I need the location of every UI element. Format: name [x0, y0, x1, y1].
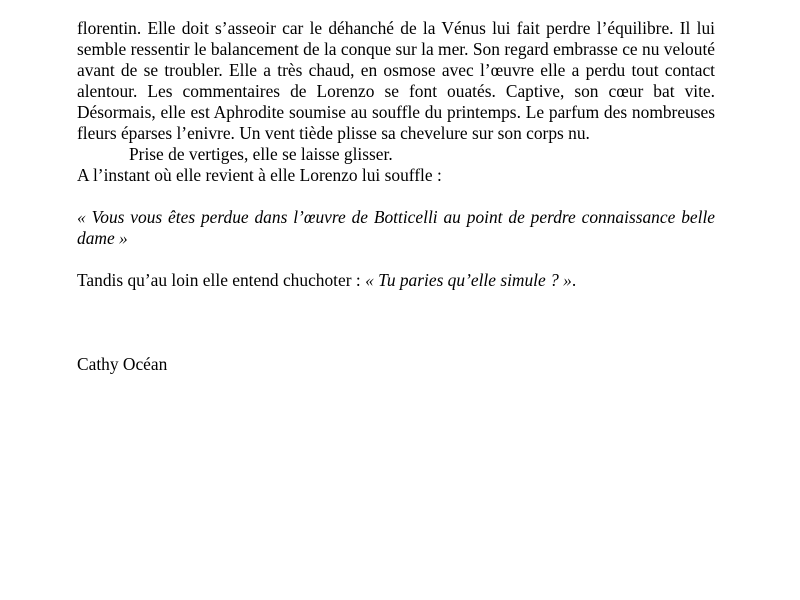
paragraph-whispering: [77, 270, 715, 291]
document-page: [77, 18, 715, 375]
author-signature: Cathy Océan: [77, 354, 168, 374]
spacer: [77, 186, 715, 207]
spacer: [77, 249, 715, 270]
paragraph-whispering-prefix: Tandis qu’au loin elle entend chuchoter :: [77, 270, 366, 290]
spacer: [77, 291, 715, 354]
paragraph-lorenzo-whisper: A l’instant où elle revient à elle Lorenzo lui souffle :: [77, 165, 442, 185]
paragraph-vertigo: Prise de vertiges, elle se laisse glisser.: [129, 144, 393, 164]
paragraph-whispering-suffix: .: [571, 270, 577, 290]
quote-simule: « Tu paries qu’elle simule ? »: [365, 270, 572, 290]
quote-botticelli: « Vous vous êtes perdue dans l’œuvre de Botticelli au point de perdre connaissance belle dame »: [77, 207, 715, 248]
paragraph-venus-description: florentin. Elle doit s’asseoir car le déhanché de la Vénus lui fait perdre l’équilibre. Il lui semble ressentir le balancement de la conque sur la mer. Son regard embrasse ce nu velouté avant de se troubler. Elle a très chaud, en osmose avec l’œuvre elle a perdu tout contact alentour. Les commentaires de Lorenzo se font ouatés. Captive, son cœur bat vite. Désormais, elle est Aphrodite soumise au souffle du printemps. Le parfum des nombreuses fleurs éparses l’enivre. Un vent tiède plisse sa chevelure sur son corps nu.: [77, 18, 715, 143]
